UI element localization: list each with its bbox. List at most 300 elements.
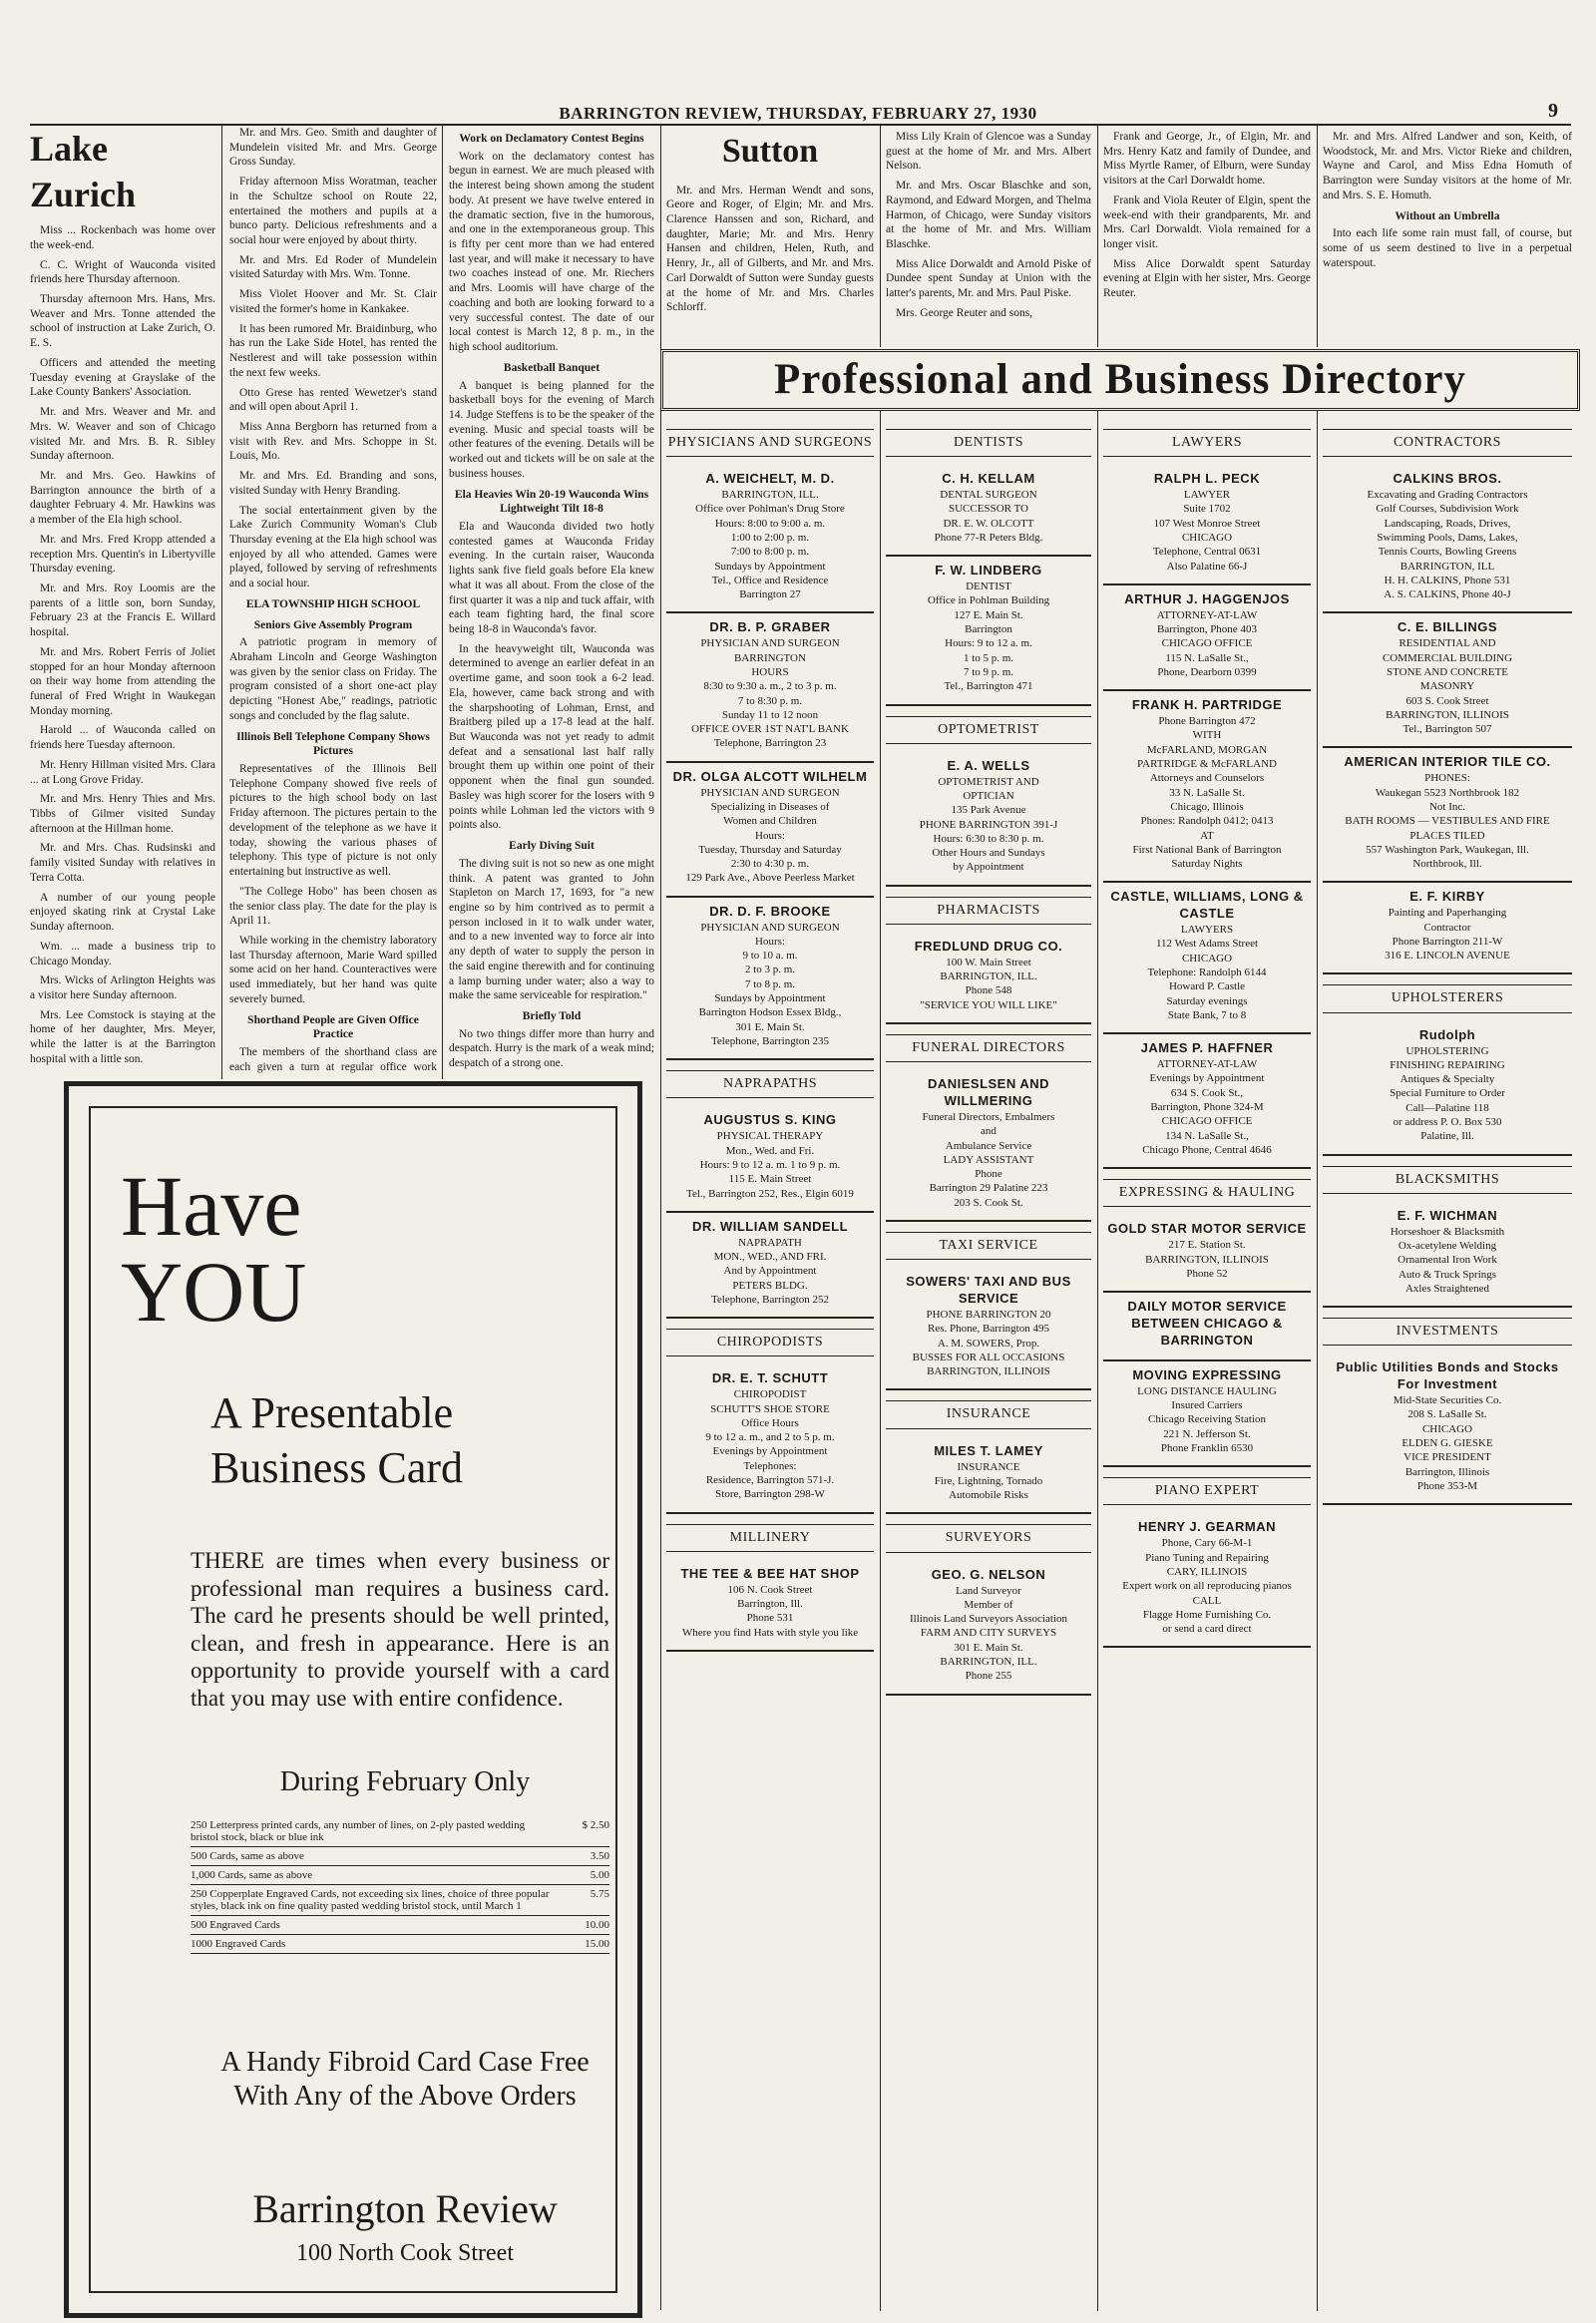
listing-line: Barrington, Phone 403 [1157,623,1257,636]
listing-line: Phone 77-R Peters Bldg. [934,531,1043,544]
listing-line: Telephone: Randolph 6144 [1147,967,1267,979]
listing-line: Illinois Land Surveyors Association [910,1613,1067,1626]
column-3 [449,126,654,1073]
shorthand-heading: Shorthand People are Given Office Practice [247,1013,419,1041]
directory-listing [886,1437,1091,1515]
directory-section-heading: NAPRAPATHS [666,1070,874,1098]
listing-line: BARRINGTON, ILL. [721,489,819,502]
listing-line: 100 W. Main Street [946,956,1031,968]
listing-line: 135 Park Avenue [951,804,1026,817]
directory-listing [666,1213,874,1319]
listing-name: A. WEICHELT, M. D. [705,471,835,487]
listing-line: Sunday 11 to 12 noon [721,708,819,721]
paragraph: Miss Anna Bergborn has returned from a visit with Rev. and Mrs. Schoppe in St. Louis, Mo. [229,420,437,463]
listing-line: Tuesday, Thursday and Saturday [698,843,842,856]
listing-name: C. E. BILLINGS [1396,619,1498,635]
listing-name: DR. OLGA ALCOTT WILHELM [672,768,868,784]
listing-line: Res. Phone, Barrington 495 [928,1323,1049,1336]
listing-line: Phone Barrington 472 [1158,715,1256,728]
listing-line: LONG DISTANCE HAULING [1137,1384,1277,1397]
paragraph: C. C. Wright of Wauconda visited friends here Thursday afternoon. [30,258,215,286]
listing-line: NAPRAPATH [738,1236,802,1249]
listing-line: PHYSICIAN AND SURGEON [700,921,840,934]
basketball-heading: Basketball Banquet [503,361,600,374]
play-text: "The College Hobo" has been chosen as the senior class play. The date for the play is April 11. [229,885,437,928]
directory-listing [886,557,1091,705]
listing-line: 9 to 12 a. m., and 2 to 5 p. m. [705,1431,835,1444]
listing-name: Rudolph [1418,1026,1476,1042]
listing-line: 1 to 5 p. m. [963,651,1014,664]
listing-line: Flagge Home Furnishing Co. [1142,1608,1272,1621]
listing-line: 208 S. LaSalle St. [1407,1408,1487,1421]
price-row [191,1916,609,1935]
directory-section-heading: PIANO EXPERT [1103,1477,1311,1505]
listing-line: Not Inc. [1428,800,1466,813]
listing-line: PETERS BLDG. [732,1279,808,1292]
listing-name: C. H. KELLAM [942,471,1035,487]
listing-name: DR. B. P. GRABER [709,619,831,635]
listing-line: Barrington, Illinois [1404,1465,1490,1478]
listing-line: Sundays by Appointment [714,560,826,573]
ad-title-1: A Presentable [210,1388,454,1437]
listing-line: HOURS [751,665,789,678]
paragraph: Mr. and Mrs. Roy Loomis are the parents of a little son, born Sunday, February 23 at the Francis E. Willard hospital. [30,581,215,639]
column-5-paragraphs [886,130,1091,321]
paragraph: Mrs. Lee Comstock is staying at the home of her daughter, Mrs. Meyer, while the latter is at the Barrington hospital with a little son. [30,1008,215,1065]
sutton-column [666,126,874,345]
listing-line: Barrington, Phone 324-M [1150,1101,1264,1114]
listing-line: Antiques & Specialty [1399,1073,1495,1086]
column-6 [1103,130,1311,345]
listing-line: Barrington Hodson Essex Bldg., [698,1006,842,1019]
listing-name: GEO. G. NELSON [931,1566,1046,1582]
directory-listing [886,752,1091,887]
listing-line: Where you find Hats with style you like [681,1626,859,1639]
listing-line: 127 E. Main St. [954,608,1023,621]
lake-zurich-heading: Lake Zurich [30,129,137,215]
listing-name: ARTHUR J. HAGGENJOS [1124,590,1290,606]
listing-line: Tel., Barrington 252, Res., Elgin 6019 [686,1187,854,1200]
bell-text: Representatives of the Illinois Bell Telephone Company showed five reels of pictures to the high school body on last Friday afternoon. The pictures pertain to the development of the telephone as we have it today, showing the various phases of telephony. This type of picture is not only entertaining but instructive as well. [229,763,437,879]
listing-line: "SERVICE YOU WILL LIKE" [920,998,1057,1011]
listing-line: Ox-acetylene Welding [1397,1240,1497,1252]
listing-line: FARM AND CITY SURVEYS [920,1627,1057,1640]
directory-section-heading: CONTRACTORS [1323,429,1572,457]
listing-line: 7:00 to 8:00 p. m. [730,546,810,559]
listing-line: Tel., Barrington 471 [944,680,1033,693]
paragraph: Mr. and Mrs. Geo. Smith and daughter of Mundelein visited Mr. and Mrs. George Gross Sunday. [229,127,437,169]
directory-listing [1103,1293,1311,1361]
price-item: 500 Engraved Cards [191,1919,280,1931]
listing-line: Telephone, Barrington 235 [710,1034,830,1047]
listing-line: Painting and Paperhanging [1388,907,1507,920]
paragraph: Miss Alice Dorwaldt spent Saturday evening at Elgin with her sister, Mrs. George Reuter. [1103,257,1311,300]
paragraph: Mr. and Mrs. Chas. Rudsinski and family visited Sunday with relatives in Terra Cotta. [30,842,215,884]
listing-line: Auto & Truck Springs [1397,1268,1497,1281]
listing-line: Landscaping, Roads, Drives, [1384,517,1511,530]
paragraph: Mr. and Mrs. Henry Thies and Mrs. Tibbs of Gilmer visited Sunday afternoon at the Hillman home. [30,793,215,835]
listing-line: Ornamental Iron Work [1397,1254,1497,1267]
ad-during: During February Only [279,1766,531,1797]
paragraph: Otto Grese has rented Wewetzer's stand and will open about April 1. [229,386,437,414]
paragraph: Frank and George, Jr., of Elgin, Mr. and Mrs. Henry Katz and family of Dundee, and Miss Myrtle Ramer, of Elburn, were Sunday visitors at the Carl Dorwaldt home. [1103,131,1311,188]
listing-line: Horseshoer & Blacksmith [1390,1225,1505,1238]
listing-line: 129 Park Ave., Above Peerless Market [685,872,855,885]
listing-line: MASONRY [1419,680,1475,693]
listing-name: MOVING EXPRESSING [1132,1366,1282,1382]
listing-line: Fire, Lightning, Tornado [934,1474,1043,1487]
listing-line: Phone [975,1168,1002,1181]
listing-name: Public Utilities Bonds and Stocks For Investment [1336,1359,1559,1392]
column-rule [1317,126,1318,347]
listing-line: DENTIST [966,581,1011,593]
listing-line: CHIROPODIST [733,1388,807,1401]
ad-price-list [191,1816,609,1954]
diving-heading: Early Diving Suit [509,840,595,853]
directory-listing [1323,1354,1572,1505]
bell-heading: Illinois Bell Telephone Company Shows Pictures [236,730,430,758]
listing-line: BARRINGTON, ILL [1399,560,1495,573]
paragraph: Mr. Henry Hillman visited Mrs. Clara ... at Long Grove Friday. [30,758,215,786]
listing-line: Piano Tuning and Repairing [1145,1551,1269,1564]
listing-line: 33 N. LaSalle St. [1169,786,1245,799]
directory-section-heading: PHARMACISTS [886,897,1091,925]
directory-listing [1323,1202,1572,1308]
listing-name: F. W. LINDBERG [935,563,1042,579]
listing-line: 7 to 9 p. m. [963,665,1014,678]
basketball-text: A banquet is being planned for the basketball boys for the evening of March 14. Judge Steffens is to be the speaker of the evening. Music and special toasts will be other features of the evening. Details will be worked out and tickets will be on sale at the business houses. [449,379,654,480]
listing-line: Chicago Phone, Central 4646 [1142,1143,1272,1156]
listing-line: PHYSICIAN AND SURGEON [700,786,840,799]
lake-zurich-column [30,126,215,1073]
column-rule [442,126,443,1079]
listing-line: ATTORNEY-AT-LAW [1156,1058,1258,1071]
listing-line: 301 E. Main St. [735,1020,805,1033]
price-amount: 15.00 [585,1938,609,1950]
listing-name: E. F. WICHMAN [1396,1207,1498,1223]
listing-line: Hours: 9 to 12 a. m. 1 to 9 p. m. [699,1158,841,1171]
paragraph: Mr. and Mrs. Fred Kropp attended a reception Mrs. Quentin's in Libertyville Thursday evening. [30,533,215,576]
listing-line: Hours: 6:30 to 8:30 p. m. [933,832,1044,845]
paragraph: Mr. and Mrs. Alfred Landwer and son, Keith, of Woodstock, Mr. and Mrs. Victor Rieke and children, Wayne and Carol, and Miss Edna Homuth of Barrington were Sunday visitors at the home of Mr. and Mrs. S. E. Homuth. [1323,131,1572,201]
briefly-heading: Briefly Told [522,1009,582,1022]
listing-line: Barrington, Ill. [737,1598,803,1611]
column-2-paragraphs [229,126,437,591]
heavyweight-text: In the heavyweight tilt, Wauconda was determined to avenge an earlier defeat in an overtime game, and soon took a 6-2 lead. Ela, however, came back strong and with the sharpshooting of Lohman, Ernst, and Braitberg piled up a 17-8 lead at the half. But Wauconda was not yet ready to admit defeat and a sensational last half rally brought them up within one point of their opponent when the final gun sounded. Basley was high scorer for the losers with 9 points while Lohman led the victors with 9 points also. [449,642,654,832]
column-rule [880,126,881,347]
directory-banner: Professional and Business Directory [660,349,1580,411]
price-amount: $ 2.50 [582,1819,609,1831]
listing-line: CHICAGO [1421,1422,1473,1435]
price-item: 1,000 Cards, same as above [191,1869,313,1881]
listing-line: Store, Barrington 298-W [715,1488,825,1501]
paragraph: Frank and Viola Reuter of Elgin, spent the week-end with their grandparents, Mr. and Mrs. Carl Dorwaldt. Viola remained for a longer visit. [1103,194,1311,251]
ad-address: 100 North Cook Street [296,2240,514,2266]
listing-line: 107 West Monroe Street [1153,517,1261,530]
paragraph: Miss Lily Krain of Glencoe was a Sunday guest at the home of Mr. and Mrs. Albert Nelson. [886,131,1091,173]
listing-line: Land Surveyor [956,1584,1021,1597]
listing-line: BARRINGTON [734,651,806,664]
listing-line: Hours: 9 to 12 a. m. [945,637,1032,650]
listing-name: DANIESLSEN AND WILLMERING [927,1076,1050,1109]
listing-line: OFFICE OVER 1ST NAT'L BANK [691,723,849,736]
directory-listing [666,613,874,762]
listing-line: PHONE BARRINGTON 391-J [919,818,1058,831]
listing-line: Barrington 27 [739,588,801,601]
directory-section-heading: CHIROPODISTS [666,1329,874,1356]
directory-section-heading: TAXI SERVICE [886,1232,1091,1260]
listing-line: Evenings by Appointment [712,1445,828,1458]
price-amount: 3.50 [590,1850,609,1862]
paragraph: Mr. and Mrs. Ed. Branding and sons, visited Sunday with Henry Branding. [229,470,437,497]
column-7 [1323,130,1572,345]
listing-line: Mid-State Securities Co. [1393,1394,1502,1407]
listing-line: Also Palatine 66-J [1166,560,1248,573]
listing-line: Office over Pohlman's Drug Store [695,503,845,516]
listing-name: RALPH L. PECK [1153,471,1261,487]
listing-line: PHYSICAL THERAPY [716,1130,824,1143]
directory-listing [886,1268,1091,1390]
listing-line: 8:30 to 9:30 a. m., 2 to 3 p. m. [703,680,837,693]
directory-section-heading: FUNERAL DIRECTORS [886,1034,1091,1062]
listing-line: Hours: 8:00 to 9:00 a. m. [714,517,826,530]
directory-listing [1103,465,1311,585]
listing-line: Telephone, Barrington 23 [713,737,827,750]
listing-line: 634 S. Cook St., [1170,1086,1244,1099]
column-5 [886,130,1091,345]
paragraph: Friday afternoon Miss Woratman, teacher in the Schultze school on Route 22, entertained the mothers and pupils at a bunco party. Delicious refreshments and a social hour were enjoyed by about thirty. [229,176,437,247]
listing-name: DAILY MOTOR SERVICE BETWEEN CHICAGO & BARRINGTON [1127,1299,1287,1348]
listing-line: Phones: Randolph 0412; 0413 [1140,815,1274,828]
listing-line: Evenings by Appointment [1149,1072,1265,1085]
directory-listing [886,933,1091,1024]
listing-line: Ambulance Service [945,1139,1032,1152]
column-rule [1097,411,1098,2311]
listing-name: DR. E. T. SCHUTT [711,1370,829,1386]
listing-line: Barrington 29 Palatine 223 [929,1182,1048,1195]
listing-line: First National Bank of Barrington [1132,843,1282,856]
listing-name: AUGUSTUS S. KING [703,1112,837,1128]
listing-line: Expert work on all reproducing pianos [1122,1580,1292,1593]
listing-line: 316 E. LINCOLN AVENUE [1385,950,1510,963]
paragraph: Mr. and Mrs. Ed Roder of Mundelein visited Saturday with Mrs. Wm. Tonne. [229,253,437,281]
directory-section-heading: PHYSICIANS AND SURGEONS [666,429,874,457]
listing-name: E. A. WELLS [947,757,1030,773]
listing-line: PARTRIDGE & McFARLAND [1137,758,1277,771]
listing-line: McFARLAND, MORGAN [1146,743,1268,756]
directory-section-heading: LAWYERS [1103,429,1311,457]
listing-line: LAWYER [1183,489,1231,502]
directory-section-heading: EXPRESSING & HAULING [1103,1179,1311,1207]
directory-section-heading: MILLINERY [666,1524,874,1552]
listing-line: LAWYERS [1180,924,1234,937]
listing-name: JAMES P. HAFFNER [1140,1040,1274,1056]
paragraph: Miss ... Rockenbach was home over the week-end. [30,224,215,251]
listing-line: Hours: [755,935,785,948]
listing-line: 7 to 8 p. m. [744,977,796,990]
listing-line: Residence, Barrington 571-J. [705,1474,835,1487]
listing-line: Phone, Dearborn 0399 [1157,665,1257,678]
listing-line: 603 S. Cook Street [1405,694,1489,707]
umbrella-text: Into each life some rain must fall, of course, but some of us seem destined to live in a perpetual waterspout. [1323,227,1572,269]
listing-line: 134 N. LaSalle St., [1165,1129,1249,1142]
listing-line: Phone 548 [965,984,1012,997]
listing-line: Palatine, Ill. [1420,1130,1474,1143]
listing-line: Chicago, Illinois [1170,800,1244,813]
directory-section-heading: BLACKSMITHS [1323,1166,1572,1194]
price-row [191,1885,609,1916]
paragraph: Mrs. Wicks of Arlington Heights was a visitor here Sunday afternoon. [30,974,215,1001]
listing-line: SUCCESSOR TO [949,503,1028,516]
paragraph: Mr. and Mrs. Weaver and Mr. and Mrs. W. Weaver and son of Chicago visited Mr. and Mrs. B. R. Sibley Sunday afternoon. [30,406,215,463]
listing-line: Northbrook, Ill. [1412,858,1482,871]
listing-name: CALKINS BROS. [1393,471,1502,487]
listing-line: 115 E. Main Street [728,1173,812,1186]
listing-line: AT [1200,829,1214,842]
listing-line: 301 E. Main St. [954,1641,1023,1654]
listing-line: A. M. SOWERS, Prop. [937,1337,1040,1350]
directory-listing [1103,1513,1311,1648]
listing-line: Telephone, Central 0631 [1152,546,1262,559]
lake-zurich-paragraphs [30,223,215,1073]
listing-line: Swimming Pools, Dams, Lakes, [1377,531,1518,544]
directory-section-heading: UPHOLSTERERS [1323,984,1572,1012]
paragraph: Mr. and Mrs. Herman Wendt and sons, Geore and Roger, of Elgin; Mr. and Mrs. Clarence Hanssen and son, Richard, and daughter, Marie; Mr. and Mrs. Henry Hansen and children, Helen, Ruth, and Henry, Jr., all of Gilberts, and Mr. and Mrs. Carl Dorwaldt of Sutton were Sunday guests at the home of Mr. and Mrs. Charles Schlorff. [666,184,874,314]
listing-line: Mon., Wed. and Fri. [725,1144,815,1157]
listing-line: H. H. CALKINS, Phone 531 [1384,574,1511,586]
price-item: 250 Copperplate Engraved Cards, not exceeding six lines, choice of three popular styles, black ink on fine quality pasted wedding bristol stock, until March 1 [191,1888,550,1912]
listing-line: Golf Courses, Subdivision Work [1376,503,1519,516]
directory-listing [1103,1215,1311,1293]
listing-line: or address P. O. Box 530 [1393,1116,1502,1129]
paragraph [30,1072,215,1073]
ad-title-2: Business Card [210,1443,463,1492]
column-rule [1317,411,1318,2311]
listing-line: Special Furniture to Order [1390,1087,1505,1100]
listing-line: Barrington [965,623,1012,636]
listing-line: CHICAGO [1181,952,1233,965]
listing-line: Chicago Receiving Station [1148,1413,1266,1426]
listing-line: Telephone, Barrington 252 [710,1293,830,1306]
directory-column-3 [1103,419,1311,1648]
paragraph: It has been rumored Mr. Braidinburg, who has run the Lake Side Hotel, has rented the Nestlerest and will take possession within the next few weeks. [229,322,437,379]
listing-name: FREDLUND DRUG CO. [914,938,1063,954]
directory-column-2 [886,419,1091,1696]
listing-line: ATTORNEY-AT-LAW [1156,608,1258,621]
listing-line: CALL [1192,1594,1222,1607]
directory-listing [1103,1361,1311,1467]
directory-section-heading: INVESTMENTS [1323,1318,1572,1346]
listing-line: Phone 353-M [1416,1479,1478,1492]
listing-line: Call—Palatine 118 [1405,1101,1489,1114]
listing-line: 203 S. Cook St. [954,1196,1023,1209]
listing-line: Tennis Courts, Bowling Greens [1378,546,1517,559]
paragraph: Mr. and Mrs. Geo. Hawkins of Barrington announce the birth of a daughter February 4. Mr. Hawkins was a member of the Ela high school. [30,469,215,527]
listing-line: Saturday evenings [1166,994,1248,1007]
listing-line: 106 N. Cook Street [727,1583,813,1596]
listing-line: UPHOLSTERING [1405,1044,1489,1057]
paragraph: Thursday afternoon Mrs. Hans, Mrs. Weaver and Mrs. Tonne attended the school of instruction at Lake Zurich, O. E. S. [30,293,215,350]
paragraph: Mrs. George Reuter and sons, [896,306,1033,319]
directory-listing [666,898,874,1061]
paragraph: Harold ... of Wauconda called on friends here Tuesday afternoon. [30,724,215,752]
directory-listing [1323,613,1572,748]
paragraph: Wm. ... made a business trip to Chicago Monday. [30,940,215,968]
listing-line: Phone Franklin 6530 [1160,1441,1254,1454]
listing-line: Phone 531 [746,1612,794,1625]
listing-line: FINISHING REPAIRING [1390,1058,1505,1071]
listing-line: Other Hours and Sundays [932,847,1045,860]
listing-line: And by Appointment [723,1265,817,1278]
listing-line: Contractor [1423,921,1471,934]
listing-line: by Appointment [953,861,1024,874]
listing-line: PHONE BARRINGTON 20 [926,1308,1051,1321]
directory-section-heading: DENTISTS [886,429,1091,457]
listing-name: E. F. KIRBY [1409,889,1485,905]
price-item: 500 Cards, same as above [191,1850,304,1862]
price-item: 1000 Engraved Cards [191,1938,286,1950]
ela-heavies-heading: Ela Heavies Win 20-19 Wauconda Wins Lightweight Tilt 18-8 [454,488,649,516]
listing-line: Waukegan 5523 Northbrook 182 [1375,786,1520,799]
listing-name: THE TEE & BEE HAT SHOP [680,1565,860,1581]
listing-line: Member of [964,1598,1013,1611]
listing-line: BARRINGTON, ILLINOIS [1145,1253,1269,1266]
listing-line: Office Hours [741,1416,799,1429]
price-row [191,1816,609,1847]
listing-line: BARRINGTON, ILL. [940,1655,1037,1668]
sutton-paragraphs [666,184,874,315]
ela-heavies-text: Ela and Wauconda divided two hotly contested games at Wauconda Friday evening. In the curtain raiser, Wauconda lights sank five field goals before Ela knew what it was all about. From the close of the first quarter it was a nip and tuck affair, with each team fighting hard, the final score being 18-8 in Wauconda's favor. [449,520,654,635]
listing-line: Specializing in Diseases of [710,800,830,813]
ad-paper-name: Barrington Review [252,2186,558,2231]
listing-line: BARRINGTON, ILLINOIS [927,1365,1050,1378]
listing-line: Insured Carriers [1171,1399,1243,1412]
directory-listing [1103,883,1311,1034]
listing-line: COMMERCIAL BUILDING [1382,651,1513,664]
declamatory-text: Work on the declamatory contest has begun in earnest. We are much pleased with the interest being shown among the student body. At present we have twelve entered in the dramatic section, five in the humorous, and one in the extemporaneous group. This is fifty per cent more than we had entered last year, and will make it necessary to have two coaches instead of one. Mr. Riechers and Mrs. Loomis will have charge of the coaching and both are looking forward to a very successful contest. The date of our local contest is March 12, 8 p. m., in the high school auditorium. [449,150,654,354]
directory-listing [666,763,874,898]
listing-line: DENTAL SURGEON [940,489,1037,502]
listing-line: 217 E. Station St. [1168,1239,1246,1252]
listing-line: 2:30 to 4:30 p. m. [730,858,810,871]
listing-line: Saturday Nights [1171,858,1243,871]
listing-line: 221 N. Jefferson St. [1163,1427,1251,1440]
ad-body: THERE are times when every business or professional man requires a business card. The card he presents should be well printed, clean, and fresh in appearance. Here is an opportunity to provide yourself with a card that you may use with entire confidence. [191,1548,609,1711]
listing-line: LADY ASSISTANT [943,1153,1034,1166]
seniors-heading: Seniors Give Assembly Program [253,618,413,631]
paragraph: Mr. and Mrs. Robert Ferris of Joliet stopped for an hour Monday afternoon on their way home from attending the funeral of Fred Wright in Waukegan Monday morning. [30,645,215,717]
listing-line: Attorneys and Counselors [1149,772,1265,785]
declamatory-heading: Work on Declamatory Contest Begins [459,133,644,145]
directory-listing [1323,1021,1572,1156]
listing-line: PHONES: [1424,772,1470,785]
listing-line: and [981,1125,997,1138]
directory-listing [1323,748,1572,883]
price-row [191,1866,609,1885]
listing-line: Hours: [755,829,785,842]
column-7-paragraphs [1323,130,1572,203]
listing-line: Axles Straightened [1404,1282,1489,1295]
listing-name: FRANK H. PARTRIDGE [1131,697,1283,713]
listing-line: OPTICIAN [963,789,1014,802]
column-6-paragraphs [1103,130,1311,301]
listing-line: VICE PRESIDENT [1403,1451,1491,1464]
listing-line: BARRINGTON, ILLINOIS [1386,708,1509,721]
column-rule [221,126,222,1079]
listing-line: Howard P. Castle [1168,980,1246,993]
directory-listing [886,1070,1091,1222]
directory-listing [886,465,1091,557]
